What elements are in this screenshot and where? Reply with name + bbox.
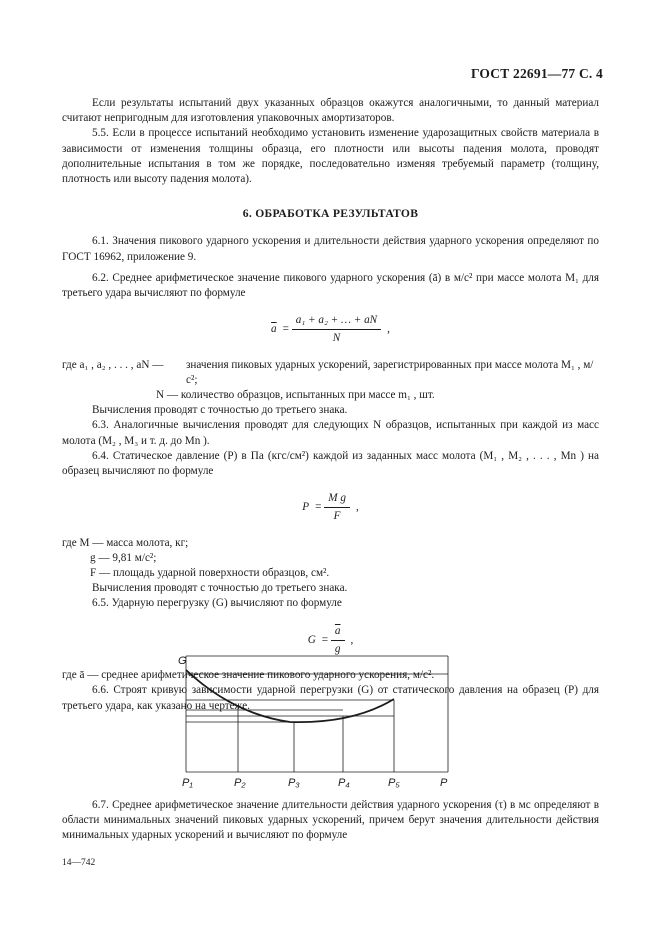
formula-lhs: P	[302, 501, 310, 514]
overload-chart	[178, 652, 458, 792]
where-block-1	[62, 358, 599, 388]
formula-denominator: g	[334, 642, 341, 655]
page-footer: 14—742	[62, 858, 96, 868]
calc-note-1: Вычисления проводят с точностью до третьего знака.	[92, 404, 348, 417]
paragraph-5-5: 5.5. Если в процессе испытаний необходимо установить изменение ударозащитных свойств материала в зависимости от изменения толщины образца, его плотности или высоты падения молота, проводят дополнительные испытания в том же порядке, последовательно изменяя требуемый параметр (толщину, плотность или высоту падения молота).	[62, 127, 599, 186]
formula-lhs: $\overline{a}$	[271, 323, 277, 336]
where-g: g — 9,81 м/с²;	[90, 551, 157, 564]
formula-lhs: G	[307, 633, 316, 646]
document-body	[62, 96, 599, 714]
paragraph-6-2: 6.2. Среднее арифметическое значение пикового ударного ускорения (ā) в м/с² при массе молота M₁ для третьего удара вычисляют по формуле	[62, 271, 599, 300]
formula-pressure: P = $\frac{\text{M g}}{F}$ ,	[62, 491, 599, 524]
where-average: где ā — среднее арифметическое значение пикового ударного ускорения, м/с².	[62, 669, 435, 682]
page-header: ГОСТ 22691—77 С. 4	[470, 66, 603, 81]
x-tick-label: P₂	[234, 777, 246, 789]
paragraph-6-6: 6.6. Строят кривую зависимости ударной перегрузки (G) от статического давления на образец (P) для третьего удара, как указано на чертеже.	[62, 684, 599, 712]
where-f: F — площадь ударной поверхности образцов, см².	[90, 567, 330, 580]
where-n: N — количество образцов, испытанных при массе m₁ , шт.	[156, 389, 435, 402]
formula-numerator: $\overline{a}$	[331, 624, 345, 641]
where-mass: где M — масса молота, кг;	[62, 536, 189, 549]
overload-curve	[186, 670, 394, 722]
x-tick-label: P₅	[388, 777, 400, 789]
y-axis-label: G	[178, 655, 187, 667]
paragraph-result: Если результаты испытаний двух указанных образцов окажутся аналогичными, то данный материал считают непригодным для изготовления упаковочных амортизаторов.	[62, 97, 599, 125]
paragraph-6-1: 6.1. Значения пикового ударного ускорения и длительности действия ударного ускорения определяют по ГОСТ 16962, приложение 9.	[62, 235, 599, 263]
paragraph-6-5: 6.5. Ударную перегрузку (G) вычисляют по формуле	[92, 597, 342, 610]
formula-overload: G = $\frac{\overline{a}}{g}$ ,	[62, 624, 599, 657]
where-description: значения пиковых ударных ускорений, зарегистрированных при массе молота M₁ , м/с²;	[186, 358, 594, 386]
x-axis-label: P	[440, 777, 448, 789]
x-tick-label: P₄	[338, 777, 350, 789]
x-tick-label: P₃	[288, 777, 300, 789]
formula-numerator: a₁ + a₂ + … + aN	[292, 313, 381, 330]
formula-denominator: N	[332, 332, 341, 345]
paragraph-6-4: 6.4. Статическое давление (P) в Па (кгс/см²) каждой из заданных масс молота (M₁ , M₂ , . . . , Mn ) на образец вычисляют по формуле	[62, 449, 599, 478]
paragraph-6-3: 6.3. Аналогичные вычисления проводят для следующих N образцов, испытанных при каждой из масс молота (M₂ , M₃ и т. д. до Mn ).	[62, 419, 599, 447]
formula-average-acceleration: $\overline{a}$ = $\frac{\text{a₁ + a₂ + … + aN}}{N}$ ,	[62, 313, 599, 346]
formula-denominator: F	[333, 510, 341, 523]
section-title: 6. ОБРАБОТКА РЕЗУЛЬТАТОВ	[242, 207, 419, 221]
document-body-bottom	[62, 798, 599, 844]
x-tick-label: P₁	[182, 777, 193, 789]
calc-note-2: Вычисления проводят с точностью до третьего знака.	[92, 582, 348, 595]
where-variables: где a₁ , a₂ , . . . , aN —	[62, 358, 164, 371]
paragraph-6-7: 6.7. Среднее арифметическое значение длительности действия ударного ускорения (τ) в мс определяют в области минимальных значений пиковых ударных ускорений, причем берут значения длительности действия минимальных ударных ускорений и вычисляют по формуле	[62, 799, 599, 842]
formula-numerator: M g	[324, 491, 350, 508]
